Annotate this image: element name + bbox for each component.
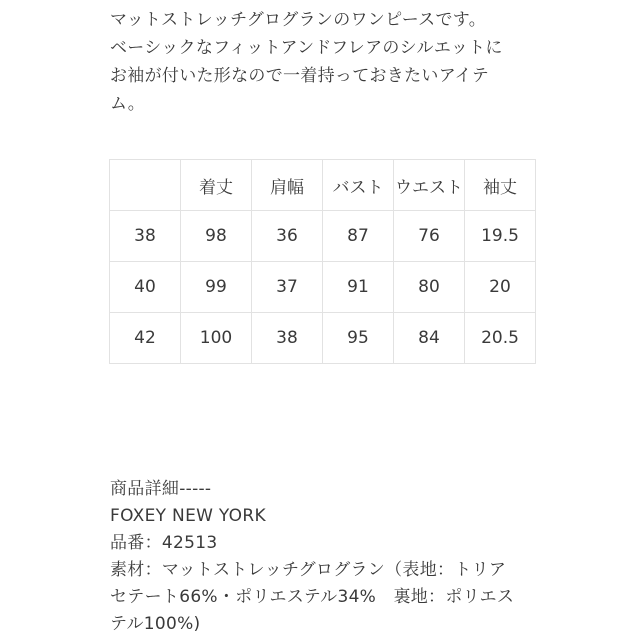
size-cell: 42 xyxy=(110,313,181,364)
description-line: マットストレッチグログランのワンピースです。 xyxy=(110,10,487,30)
header-cell-blank xyxy=(110,160,181,211)
table-row xyxy=(110,262,536,313)
header-cell-sleeve: 袖丈 xyxy=(465,160,536,211)
table-cell: 87 xyxy=(323,211,394,262)
table-cell: 98 xyxy=(181,211,252,262)
header-cell-shoulder: 肩幅 xyxy=(252,160,323,211)
product-description xyxy=(110,6,630,118)
table-cell: 37 xyxy=(252,262,323,313)
material-line: セテート66%・ポリエステル34% 裏地：ポリエス xyxy=(110,587,515,607)
table-cell: 91 xyxy=(323,262,394,313)
material-line: 素材：マットストレッチグログラン（表地：トリア xyxy=(110,560,507,580)
item-number: 品番：42513 xyxy=(110,533,218,553)
product-details xyxy=(110,476,635,638)
table-cell: 36 xyxy=(252,211,323,262)
description-line: ム。 xyxy=(110,94,146,114)
table-cell: 95 xyxy=(323,313,394,364)
size-table-header-row xyxy=(110,160,536,211)
header-cell-bust: バスト xyxy=(323,160,394,211)
table-cell: 19.5 xyxy=(465,211,536,262)
table-row xyxy=(110,313,536,364)
table-cell: 20 xyxy=(465,262,536,313)
table-cell: 84 xyxy=(394,313,465,364)
table-cell: 99 xyxy=(181,262,252,313)
description-line: ベーシックなフィットアンドフレアのシルエットに xyxy=(110,38,503,58)
details-heading: 商品詳細----- xyxy=(110,479,212,499)
table-cell: 100 xyxy=(181,313,252,364)
table-cell: 38 xyxy=(252,313,323,364)
size-cell: 40 xyxy=(110,262,181,313)
size-table xyxy=(109,159,536,364)
brand-name: FOXEY NEW YORK xyxy=(110,506,266,526)
table-cell: 80 xyxy=(394,262,465,313)
size-cell: 38 xyxy=(110,211,181,262)
table-cell: 76 xyxy=(394,211,465,262)
description-line: お袖が付いた形なので一着持っておきたいアイテ xyxy=(110,66,490,86)
header-cell-waist: ウエスト xyxy=(394,160,465,211)
header-cell-length: 着丈 xyxy=(181,160,252,211)
material-line: テル100%) xyxy=(110,614,201,634)
table-cell: 20.5 xyxy=(465,313,536,364)
table-row xyxy=(110,211,536,262)
